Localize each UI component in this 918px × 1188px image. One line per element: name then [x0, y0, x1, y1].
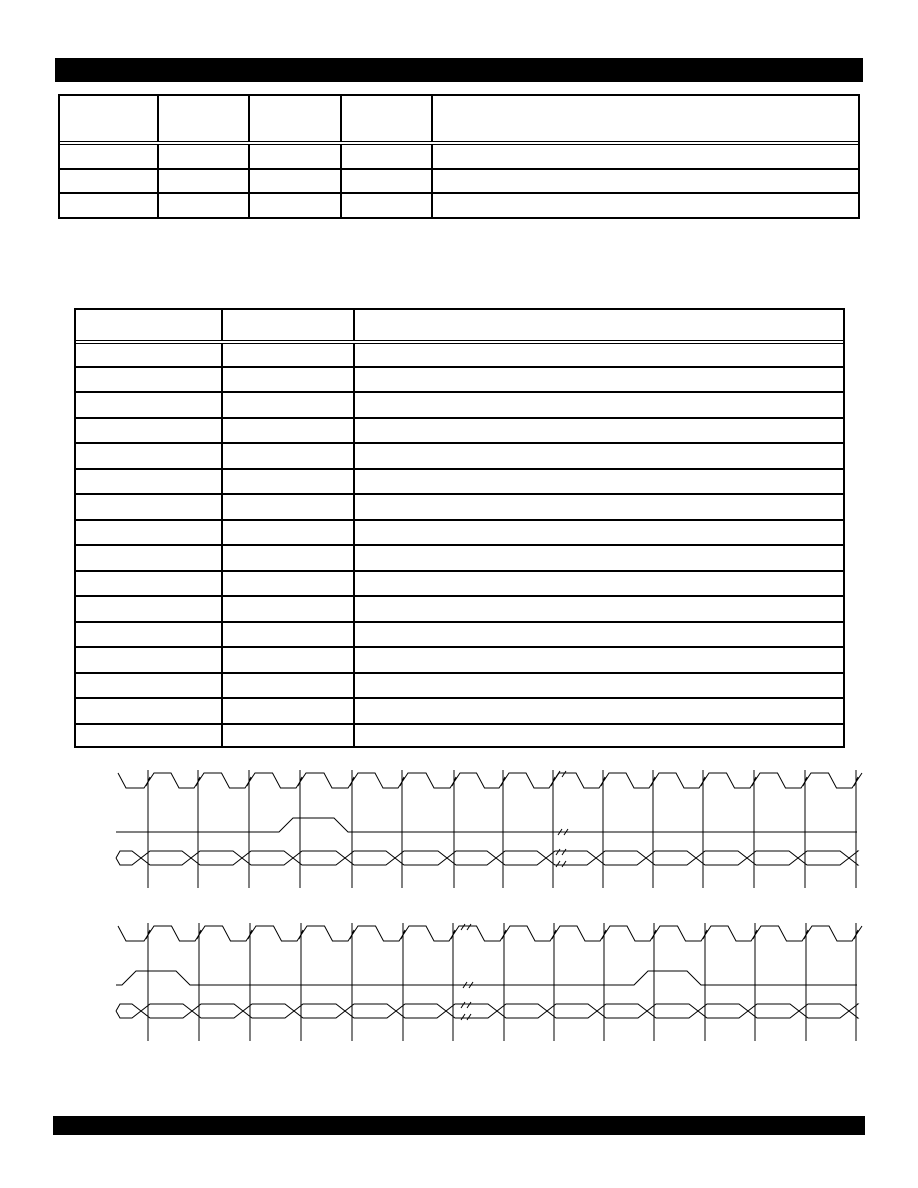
- strobe-signal: [116, 818, 857, 832]
- timing-diagram-2: [116, 923, 862, 1041]
- data-bus-signal: [116, 851, 858, 865]
- data-bus-signal: [116, 1004, 858, 1018]
- break-mark-icon: [461, 1002, 471, 1008]
- break-mark-icon: [556, 861, 566, 867]
- break-mark-icon: [461, 1014, 471, 1020]
- data-bus-signal: [116, 1004, 858, 1018]
- footer-bar: [53, 1116, 865, 1135]
- break-mark-icon: [556, 849, 566, 855]
- strobe-signal: [116, 971, 857, 985]
- clock-signal: [118, 773, 862, 788]
- clock-signal: [118, 926, 862, 941]
- timing-diagram-1: [116, 770, 862, 888]
- break-mark-icon: [461, 924, 471, 930]
